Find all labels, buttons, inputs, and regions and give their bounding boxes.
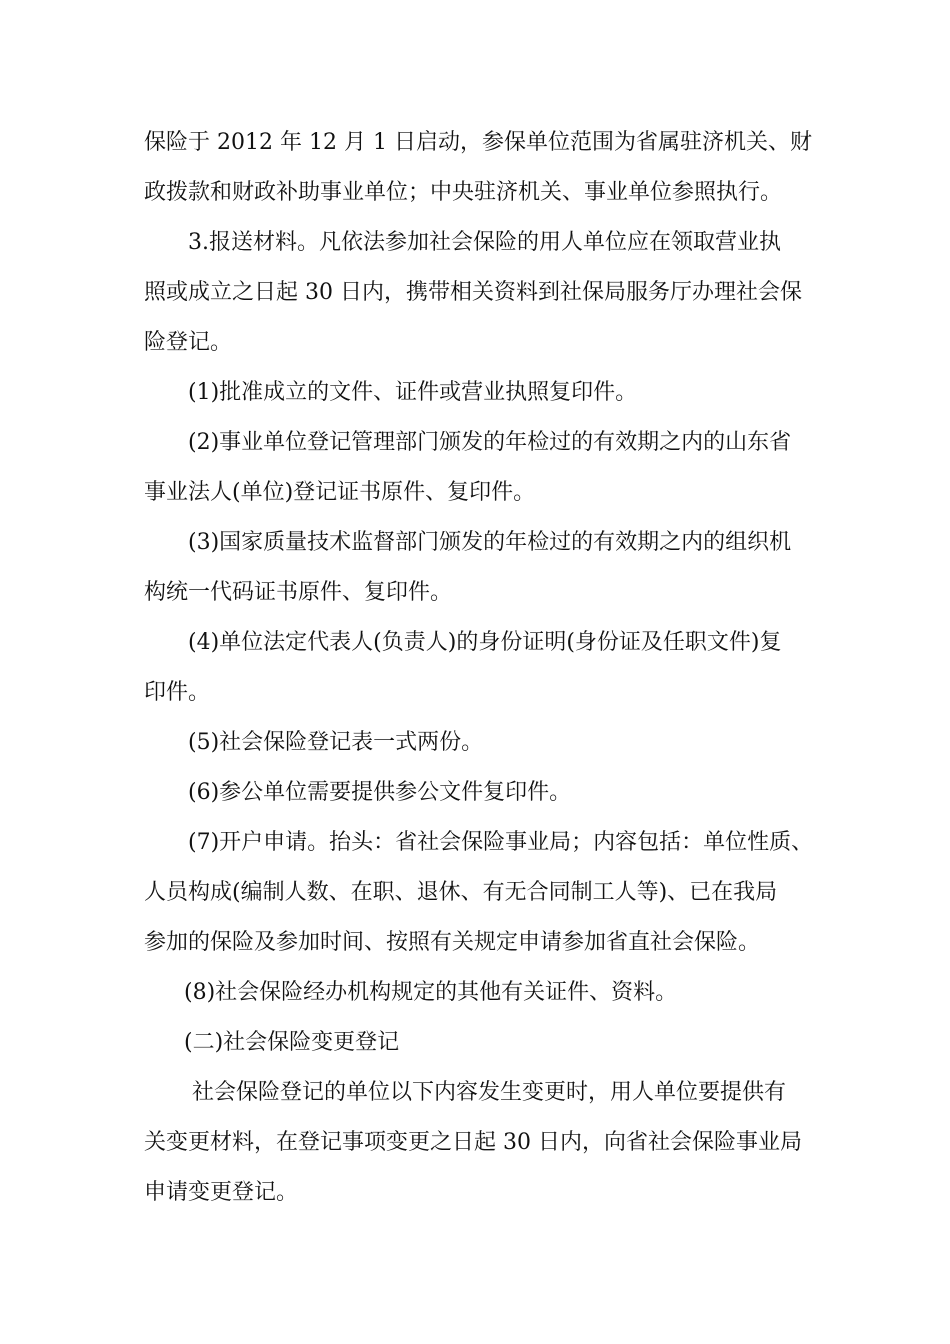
- text-line: 3.报送材料。凡依法参加社会保险的用人单位应在领取营业执: [188, 230, 781, 255]
- text-line: 关变更材料，在登记事项变更之日起 30 日内，向省社会保险事业局: [144, 1130, 802, 1155]
- text-line: 构统一代码证书原件、复印件。: [144, 580, 453, 605]
- text-line: 参加的保险及参加时间、按照有关规定申请参加省直社会保险。: [144, 930, 761, 955]
- text-line: (2)事业单位登记管理部门颁发的年检过的有效期之内的山东省: [188, 430, 792, 455]
- text-line: (5)社会保险登记表一式两份。: [188, 730, 484, 755]
- text-line: 人员构成(编制人数、在职、退休、有无合同制工人等)、已在我局: [144, 880, 778, 905]
- text-line: (8)社会保险经办机构规定的其他有关证件、资料。: [184, 980, 678, 1005]
- text-line: 社会保险登记的单位以下内容发生变更时，用人单位要提供有: [192, 1080, 787, 1105]
- section-heading: (二)社会保险变更登记: [184, 1030, 400, 1055]
- text-line: 事业法人(单位)登记证书原件、复印件。: [144, 480, 536, 505]
- text-line: (4)单位法定代表人(负责人)的身份证明(身份证及任职文件)复: [188, 630, 782, 655]
- text-line: (3)国家质量技术监督部门颁发的年检过的有效期之内的组织机: [188, 530, 792, 555]
- text-line: (6)参公单位需要提供参公文件复印件。: [188, 780, 572, 805]
- text-line: (1)批准成立的文件、证件或营业执照复印件。: [188, 380, 638, 405]
- text-line: 印件。: [144, 680, 211, 705]
- text-line: 申请变更登记。: [144, 1180, 299, 1205]
- text-line: (7)开户申请。抬头：省社会保险事业局；内容包括：单位性质、: [188, 830, 814, 855]
- text-line: 险登记。: [144, 330, 233, 355]
- text-line: 照或成立之日起 30 日内，携带相关资料到社保局服务厅办理社会保: [144, 280, 802, 305]
- text-line: 政拨款和财政补助事业单位；中央驻济机关、事业单位参照执行。: [144, 180, 783, 205]
- text-line: 保险于 2012 年 12 月 1 日启动，参保单位范围为省属驻济机关、财: [144, 130, 812, 155]
